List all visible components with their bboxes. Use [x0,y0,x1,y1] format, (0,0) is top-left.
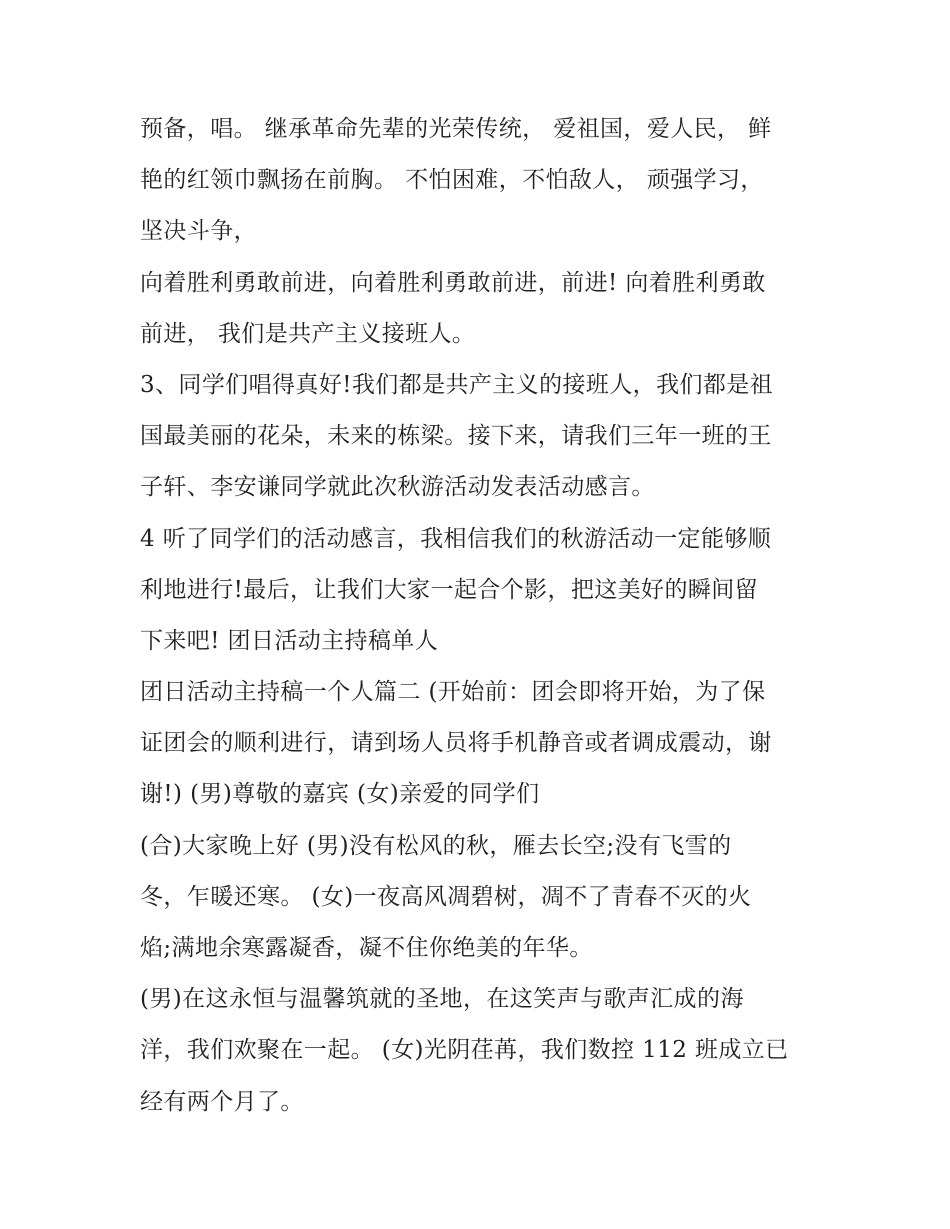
paragraph-7 [140,974,830,1128]
text-line: 下来吧! 团日活动主持稿单人 [140,627,439,654]
text-line: 冬，乍暖还寒。 (女)一夜高风凋碧树，凋不了青春不灭的火 [140,883,752,910]
paragraph-2 [140,258,830,360]
text-line: 焰;满地余寒露凝香，凝不住你绝美的年华。 [140,935,593,961]
text-line: (男)在这永恒与温馨筑就的圣地，在这笑声与歌声汇成的海 [140,986,744,1013]
text-line: 预备，唱。 继承革命先辈的光荣传统， 爱祖国，爱人民， 鲜 [140,116,772,142]
text-line: 洋，我们欢聚在一起。 (女)光阴荏苒，我们数控 112 班成立已 [140,1037,789,1064]
text-line: (合)大家晚上好 (男)没有松风的秋，雁去长空;没有飞雪的 [140,832,732,859]
text-line: 3、同学们唱得真好!我们都是共产主义的接班人，我们都是祖 [140,371,774,398]
text-line: 团日活动主持稿一个人篇二 (开始前：团会即将开始，为了保 [140,679,766,706]
text-line: 利地进行!最后，让我们大家一起合个影，把这美好的瞬间留 [140,576,759,603]
paragraph-4 [140,514,830,668]
text-line: 谢!) (男)尊敬的嘉宾 (女)亲爱的同学们 [140,781,540,808]
text-line: 前进， 我们是共产主义接班人。 [140,320,476,347]
paragraph-3 [140,360,830,514]
document-body [140,104,830,1128]
paragraph-5 [140,667,830,821]
text-line: 坚决斗争， [140,218,257,245]
text-line: 4 听了同学们的活动感言，我相信我们的秋游活动一定能够顺 [140,525,772,552]
paragraph-1 [140,104,830,258]
text-line: 国最美丽的花朵，未来的栋梁。接下来，请我们三年一班的王 [140,423,772,450]
text-line: 经有两个月了。 [140,1088,304,1115]
text-line: 子轩、李安谦同学就此次秋游活动发表活动感言。 [140,474,655,501]
text-line: 证团会的顺利进行，请到场人员将手机静音或者调成震动，谢 [140,730,772,757]
text-line: 艳的红领巾飘扬在前胸。 不怕困难，不怕敌人， 顽强学习， [140,167,764,194]
text-line: 向着胜利勇敢前进，向着胜利勇敢前进，前进! 向着胜利勇敢 [140,269,766,296]
paragraph-6 [140,821,830,975]
